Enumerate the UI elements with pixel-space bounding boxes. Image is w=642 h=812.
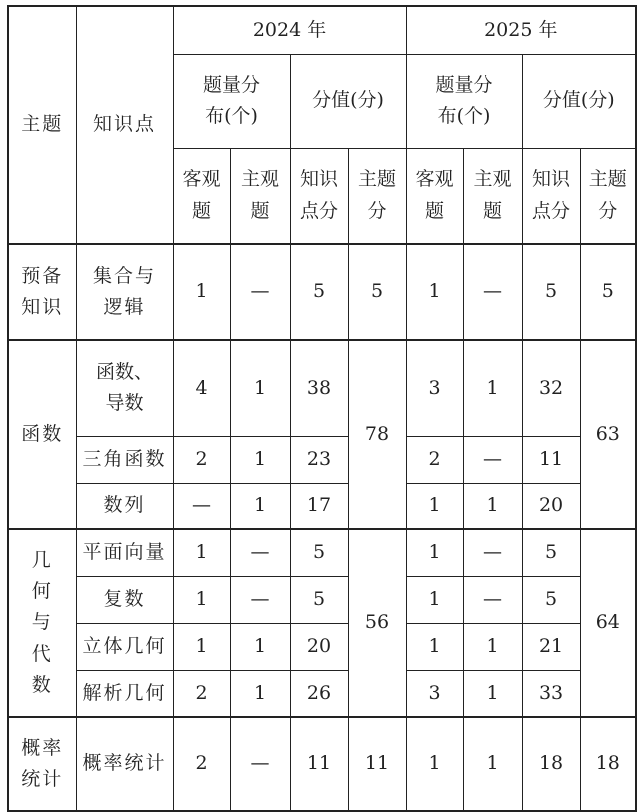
table-row — [8, 244, 636, 340]
kp-score-2025-cell: 33 — [522, 670, 580, 717]
table-row — [8, 436, 636, 483]
knowledge-point-cell: 平面向量 — [76, 529, 173, 576]
subjective-2024-cell: — — [230, 529, 290, 576]
header-objective-2025: 客观题 — [406, 148, 463, 244]
header-kp-score-2024: 知识点分 — [290, 148, 348, 244]
knowledge-point-cell: 解析几何 — [76, 670, 173, 717]
header-topic-score-2024: 主题分 — [348, 148, 406, 244]
topic-cell: 预备知识 — [8, 244, 76, 340]
header-topic: 主题 — [8, 6, 76, 244]
knowledge-point-cell: 集合与逻辑 — [76, 244, 173, 340]
subjective-2024-cell: 1 — [230, 670, 290, 717]
objective-2024-cell: 1 — [173, 623, 230, 670]
subjective-2024-cell: 1 — [230, 623, 290, 670]
header-score-2024: 分值(分) — [290, 54, 406, 148]
objective-2025-cell: 3 — [406, 340, 463, 436]
header-count-distribution-2024: 题量分布(个) — [173, 54, 290, 148]
header-year-2025: 2025 年 — [406, 6, 636, 54]
exam-score-table — [7, 5, 637, 812]
objective-2024-cell: 1 — [173, 529, 230, 576]
kp-score-2024-cell: 26 — [290, 670, 348, 717]
subjective-2024-cell: 1 — [230, 436, 290, 483]
objective-2024-cell: 4 — [173, 340, 230, 436]
kp-score-2024-cell: 38 — [290, 340, 348, 436]
table-row — [8, 623, 636, 670]
kp-score-2025-cell: 32 — [522, 340, 580, 436]
topic-score-2025-cell: 63 — [580, 340, 636, 529]
table-row — [8, 529, 636, 576]
topic-score-2024-cell: 56 — [348, 529, 406, 717]
objective-2024-cell: 2 — [173, 436, 230, 483]
objective-2025-cell: 1 — [406, 244, 463, 340]
topic-score-2025-cell: 5 — [580, 244, 636, 340]
knowledge-point-cell: 概率统计 — [76, 717, 173, 811]
header-year-2024: 2024 年 — [173, 6, 406, 54]
kp-score-2024-cell: 23 — [290, 436, 348, 483]
kp-score-2024-cell: 5 — [290, 576, 348, 623]
topic-score-2024-cell: 78 — [348, 340, 406, 529]
header-subjective-2024: 主观题 — [230, 148, 290, 244]
topic-score-2025-cell: 18 — [580, 717, 636, 811]
header-knowledge-point: 知识点 — [76, 6, 173, 244]
table-row — [8, 483, 636, 529]
kp-score-2024-cell: 11 — [290, 717, 348, 811]
header-topic-score-2025: 主题分 — [580, 148, 636, 244]
subjective-2025-cell: — — [463, 436, 522, 483]
objective-2025-cell: 1 — [406, 717, 463, 811]
subjective-2025-cell: 1 — [463, 717, 522, 811]
topic-score-2024-cell: 5 — [348, 244, 406, 340]
objective-2024-cell: 2 — [173, 670, 230, 717]
objective-2025-cell: 1 — [406, 529, 463, 576]
objective-2024-cell: 1 — [173, 576, 230, 623]
table-row — [8, 576, 636, 623]
objective-2025-cell: 2 — [406, 436, 463, 483]
subjective-2025-cell: — — [463, 529, 522, 576]
knowledge-point-cell: 复数 — [76, 576, 173, 623]
kp-score-2025-cell: 20 — [522, 483, 580, 529]
kp-score-2024-cell: 17 — [290, 483, 348, 529]
kp-score-2024-cell: 20 — [290, 623, 348, 670]
objective-2024-cell: 2 — [173, 717, 230, 811]
subjective-2024-cell: — — [230, 717, 290, 811]
kp-score-2025-cell: 5 — [522, 244, 580, 340]
kp-score-2024-cell: 5 — [290, 529, 348, 576]
kp-score-2025-cell: 11 — [522, 436, 580, 483]
topic-score-2025-cell: 64 — [580, 529, 636, 717]
subjective-2024-cell: — — [230, 244, 290, 340]
objective-2025-cell: 1 — [406, 623, 463, 670]
topic-cell: 几何与代数 — [8, 529, 76, 717]
subjective-2025-cell: 1 — [463, 483, 522, 529]
objective-2024-cell: — — [173, 483, 230, 529]
topic-cell: 函数 — [8, 340, 76, 529]
objective-2025-cell: 1 — [406, 483, 463, 529]
topic-cell: 概率统计 — [8, 717, 76, 811]
kp-score-2024-cell: 5 — [290, 244, 348, 340]
kp-score-2025-cell: 18 — [522, 717, 580, 811]
subjective-2025-cell: 1 — [463, 670, 522, 717]
table-row — [8, 717, 636, 811]
header-subjective-2025: 主观题 — [463, 148, 522, 244]
subjective-2024-cell: — — [230, 576, 290, 623]
kp-score-2025-cell: 5 — [522, 529, 580, 576]
knowledge-point-cell: 数列 — [76, 483, 173, 529]
subjective-2025-cell: — — [463, 244, 522, 340]
table-row — [8, 340, 636, 436]
topic-score-2024-cell: 11 — [348, 717, 406, 811]
header-kp-score-2025: 知识点分 — [522, 148, 580, 244]
knowledge-point-cell: 三角函数 — [76, 436, 173, 483]
header-score-2025: 分值(分) — [522, 54, 636, 148]
kp-score-2025-cell: 5 — [522, 576, 580, 623]
knowledge-point-cell: 立体几何 — [76, 623, 173, 670]
header-count-distribution-2025: 题量分布(个) — [406, 54, 522, 148]
table-row — [8, 670, 636, 717]
subjective-2024-cell: 1 — [230, 483, 290, 529]
objective-2025-cell: 3 — [406, 670, 463, 717]
subjective-2025-cell: 1 — [463, 623, 522, 670]
objective-2025-cell: 1 — [406, 576, 463, 623]
header-objective-2024: 客观题 — [173, 148, 230, 244]
kp-score-2025-cell: 21 — [522, 623, 580, 670]
subjective-2025-cell: — — [463, 576, 522, 623]
objective-2024-cell: 1 — [173, 244, 230, 340]
subjective-2025-cell: 1 — [463, 340, 522, 436]
knowledge-point-cell: 函数、导数 — [76, 340, 173, 436]
subjective-2024-cell: 1 — [230, 340, 290, 436]
